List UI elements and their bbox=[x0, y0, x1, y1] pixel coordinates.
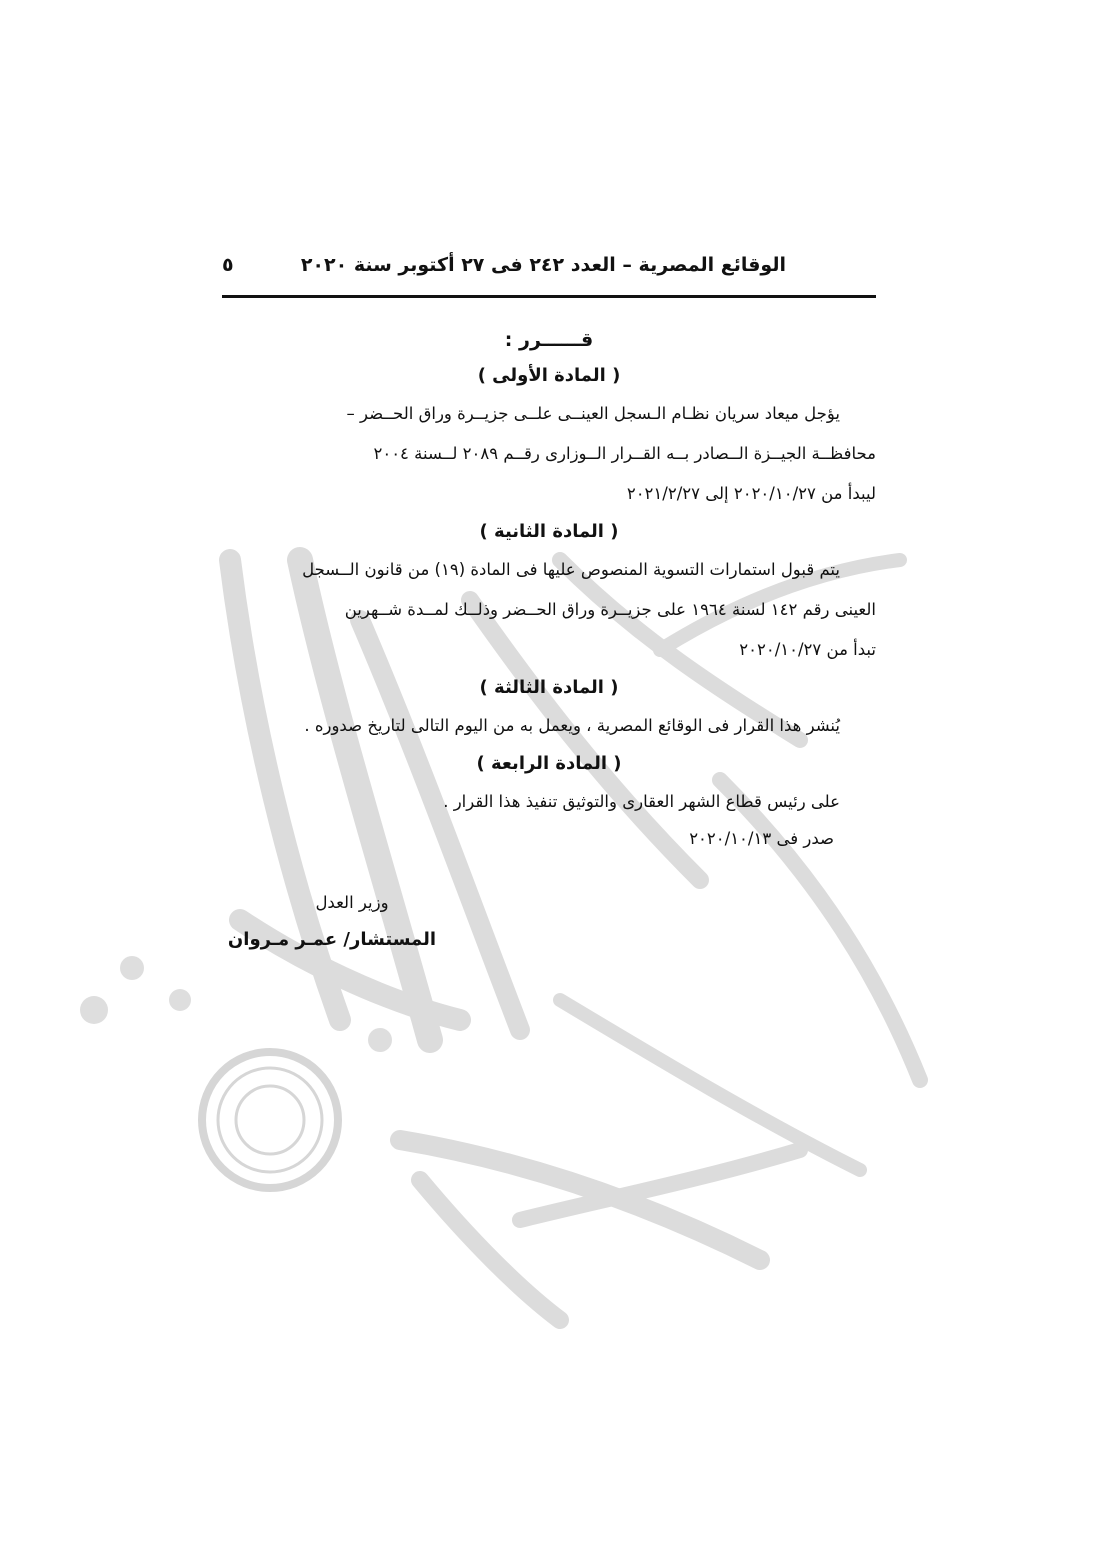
article-2-line: تبدأ من ٢٠٢٠/١٠/٢٧ bbox=[739, 640, 876, 659]
page-number: ٥ bbox=[222, 254, 234, 276]
article-2-line: العينى رقم ١٤٢ لسنة ١٩٦٤ على جزيــرة وراق الحــضر وذلــك لمــدة شــهرين bbox=[344, 600, 876, 619]
gazette-title: الوقائع المصرية – العدد ٢٤٢ فى ٢٧ أكتوبر سنة ٢٠٢٠ bbox=[300, 254, 786, 276]
article-3-heading: ( المادة الثالثة ) bbox=[479, 677, 619, 698]
article-3-text bbox=[222, 706, 876, 746]
watermark-dots bbox=[80, 956, 392, 1052]
minister-name: المستشار/ عمـر مـروان bbox=[227, 929, 437, 950]
article-1-line: يؤجل ميعاد سريان نظـام الـسجل العينــى علــى جزيــرة وراق الحــضر – bbox=[346, 404, 840, 423]
watermark-seal bbox=[202, 1052, 338, 1188]
minister-title: وزير العدل bbox=[315, 893, 389, 912]
decided-label: قــــــرر : bbox=[504, 329, 594, 351]
article-2-text bbox=[222, 550, 876, 670]
article-2-line: يتم قبول استمارات التسوية المنصوص عليها فى المادة (١٩) من قانون الــسجل bbox=[302, 560, 840, 579]
decree-body bbox=[222, 322, 876, 856]
header-divider bbox=[222, 295, 876, 298]
gazette-header bbox=[222, 250, 876, 298]
issue-date: صدر فى ٢٠٢٠/١٠/١٣ bbox=[689, 829, 834, 848]
article-1-line: ليبدأ من ٢٠٢٠/١٠/٢٧ إلى ٢٠٢١/٢/٢٧ bbox=[626, 484, 876, 503]
article-3-line: يُنشر هذا القرار فى الوقائع المصرية ، ويعمل به من اليوم التالى لتاريخ صدوره . bbox=[304, 716, 840, 735]
article-4-line: على رئيس قطاع الشهر العقارى والتوثيق تنفيذ هذا القرار . bbox=[443, 792, 840, 811]
article-4-text bbox=[222, 782, 876, 822]
article-1-line: محافظــة الجيــزة الــصادر بــه القــرار الــوزارى رقــم ٢٠٨٩ لــسنة ٢٠٠٤ bbox=[373, 444, 876, 463]
article-1-text bbox=[222, 394, 876, 514]
signature-block bbox=[222, 888, 442, 962]
article-1-heading: ( المادة الأولى ) bbox=[477, 365, 621, 386]
article-4-heading: ( المادة الرابعة ) bbox=[476, 753, 622, 774]
article-2-heading: ( المادة الثانية ) bbox=[479, 521, 619, 542]
